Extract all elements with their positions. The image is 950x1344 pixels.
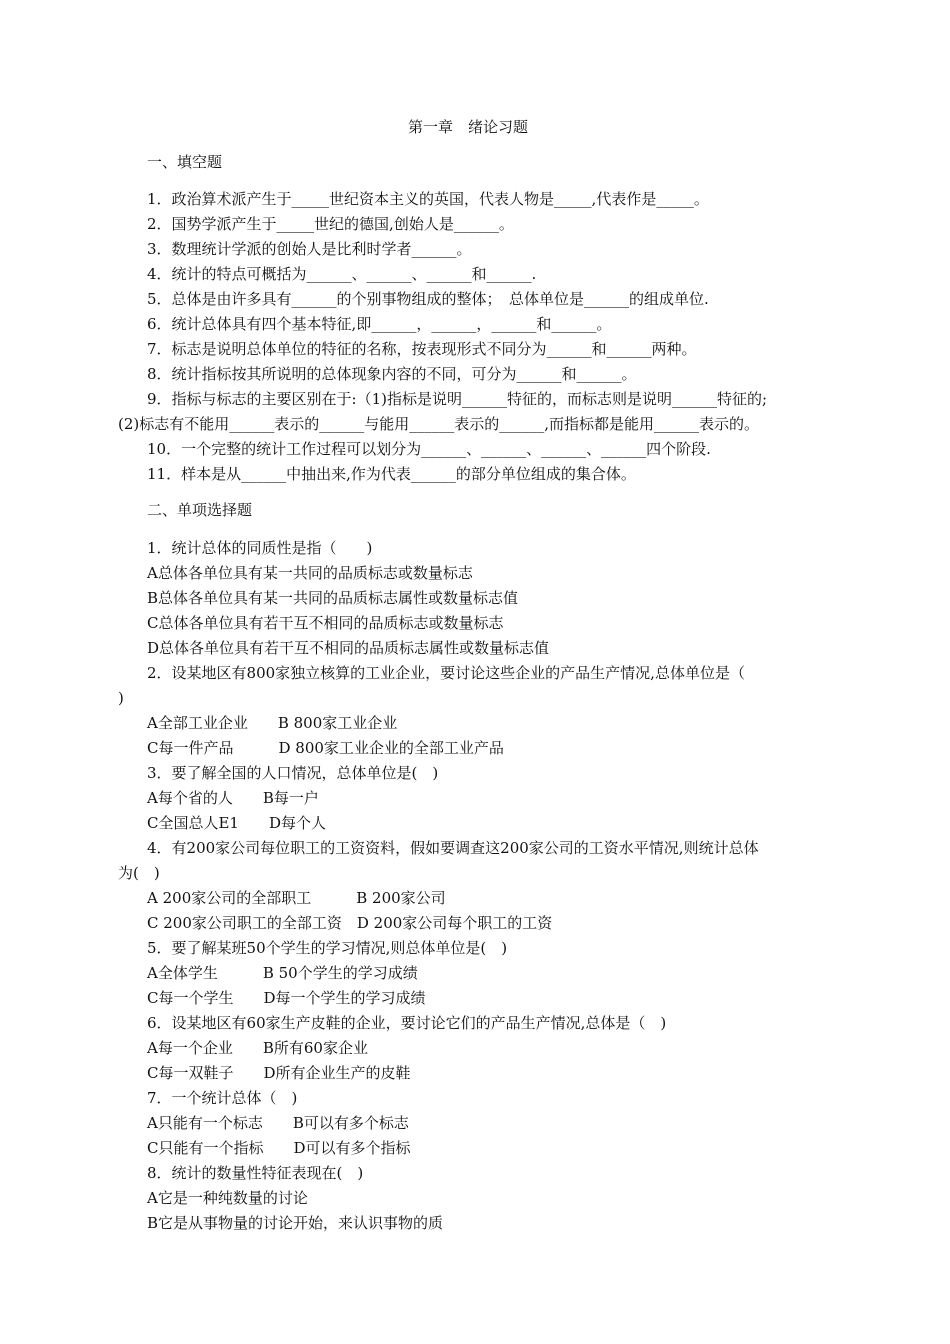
option-line: A它是一种纯数量的讨论 [147, 1189, 308, 1207]
option-line: A总体各单位具有某一共同的品质标志或数量标志 [147, 564, 473, 582]
question-line: 1．统计总体的同质性是指（ ) [147, 539, 373, 557]
page-title: 第一章 绪论习题 [408, 118, 529, 136]
question-line: 10．一个完整的统计工作过程可以划分为______、______、______、______四个阶段. [147, 440, 711, 458]
option-line: B它是从事物量的讨论开始，来认识事物的质 [147, 1214, 444, 1232]
question-line: (2)标志有不能用______表示的______与能用______表示的______,而指标都是能用______表示的。 [118, 415, 760, 433]
question-line: 8．统计指标按其所说明的总体现象内容的不同，可分为______和______。 [147, 365, 637, 383]
option-line: C每一双鞋子 D所有企业生产的皮鞋 [147, 1064, 411, 1082]
question-line: 6．统计总体具有四个基本特征,即______，______，______和______。 [147, 315, 612, 333]
section-heading-single-choice: 二、单项选择题 [147, 501, 253, 519]
question-line: 11．样本是从______中抽出来,作为代表______的部分单位组成的集合体。 [147, 465, 636, 483]
question-line: 5．要了解某班50个学生的学习情况,则总体单位是( ) [147, 939, 508, 957]
question-line: 3．要了解全国的人口情况，总体单位是( ) [147, 764, 439, 782]
option-line: C每一件产品 D 800家工业企业的全部工业产品 [147, 739, 504, 757]
question-line: 1．政治算术派产生于_____世纪资本主义的英国，代表人物是_____,代表作是_____。 [147, 190, 709, 208]
option-line: A只能有一个标志 B可以有多个标志 [147, 1114, 409, 1132]
question-line: 为( ) [118, 864, 160, 882]
option-line: D总体各单位具有若干互不相同的品质标志属性或数量标志值 [147, 639, 550, 657]
question-line: 8．统计的数量性特征表现在( ) [147, 1164, 364, 1182]
option-line: A每一个企业 B所有60家企业 [147, 1039, 368, 1057]
question-line: 7．一个统计总体（ ) [147, 1089, 298, 1107]
question-line: 2．设某地区有800家独立核算的工业企业，要讨论这些企业的产品生产情况,总体单位是（ [147, 664, 745, 682]
question-line: 6．设某地区有60家生产皮鞋的企业，要讨论它们的产品生产情况,总体是（ ) [147, 1014, 667, 1032]
question-line: 2．国势学派产生于_____世纪的德国,创始人是______。 [147, 215, 514, 233]
section-heading-fill-in: 一、填空题 [147, 153, 223, 171]
option-line: A每个省的人 B每一户 [147, 789, 319, 807]
option-line: C 200家公司职工的全部工资 D 200家公司每个职工的工资 [147, 914, 553, 932]
option-line: A全体学生 B 50个学生的学习成绩 [147, 964, 418, 982]
option-line: C全国总人E1 D每个人 [147, 814, 326, 832]
option-line: B总体各单位具有某一共同的品质标志属性或数量标志值 [147, 589, 519, 607]
option-line: C每一个学生 D每一个学生的学习成绩 [147, 989, 426, 1007]
option-line: A 200家公司的全部职工 B 200家公司 [147, 889, 446, 907]
question-line: 5．总体是由许多具有______的个别事物组成的整体； 总体单位是______的组成单位. [147, 290, 709, 308]
question-line: 7．标志是说明总体单位的特征的名称，按表现形式不同分为______和______两种。 [147, 340, 697, 358]
option-line: C总体各单位具有若干互不相同的品质标志或数量标志 [147, 614, 504, 632]
option-line: A全部工业企业 B 800家工业企业 [147, 714, 398, 732]
question-line: 4．有200家公司每位职工的工资资料，假如要调查这200家公司的工资水平情况,则统计总体 [147, 839, 759, 857]
question-line: ) [118, 689, 124, 707]
question-line: 9．指标与标志的主要区别在于:（1)指标是说明______特征的，而标志则是说明______特征的; [147, 390, 768, 408]
question-line: 3．数理统计学派的创始人是比利时学者______。 [147, 240, 472, 258]
question-line: 4．统计的特点可概括为______、______、______和______. [147, 265, 537, 283]
option-line: C只能有一个指标 D可以有多个指标 [147, 1139, 411, 1157]
